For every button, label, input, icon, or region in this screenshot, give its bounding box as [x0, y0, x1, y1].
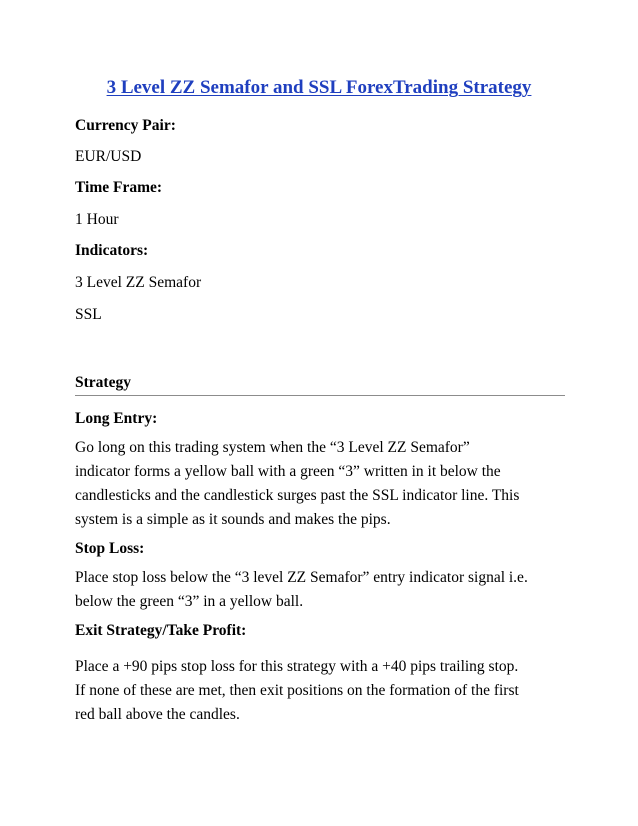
indicator-item: SSL [75, 306, 102, 323]
text-line: red ball above the candles. [75, 706, 240, 723]
indicator-item: 3 Level ZZ Semafor [75, 274, 202, 291]
text-line: Place stop loss below the “3 level ZZ Semafor” entry indicator signal i.e. [75, 569, 528, 586]
exit-strategy-text [75, 655, 575, 727]
text-line: If none of these are met, then exit positions on the formation of the first [75, 682, 519, 699]
document-title [0, 75, 638, 101]
time-frame-value: 1 Hour [75, 211, 119, 228]
stop-loss-label: Stop Loss: [75, 540, 145, 557]
text-line: system is a simple as it sounds and makes the pips. [75, 511, 391, 528]
indicators-label: Indicators: [75, 242, 149, 259]
title-link[interactable]: 3 Level ZZ Semafor and SSL ForexTrading Strategy [106, 77, 532, 98]
long-entry-text [75, 436, 575, 532]
text-line: candlesticks and the candlestick surges past the SSL indicator line. This [75, 487, 520, 504]
time-frame-label: Time Frame: [75, 179, 163, 196]
strategy-heading: Strategy [75, 374, 131, 391]
currency-pair-value: EUR/USD [75, 148, 142, 165]
text-line: below the green “3” in a yellow ball. [75, 593, 304, 610]
section-divider [75, 395, 565, 396]
text-line: Place a +90 pips stop loss for this strategy with a +40 pips trailing stop. [75, 658, 519, 675]
text-line: Go long on this trading system when the “3 Level ZZ Semafor” [75, 439, 470, 456]
exit-strategy-label: Exit Strategy/Take Profit: [75, 622, 247, 639]
long-entry-label: Long Entry: [75, 410, 158, 427]
text-line: indicator forms a yellow ball with a green “3” written in it below the [75, 463, 501, 480]
currency-pair-label: Currency Pair: [75, 117, 176, 134]
stop-loss-text [75, 566, 575, 614]
